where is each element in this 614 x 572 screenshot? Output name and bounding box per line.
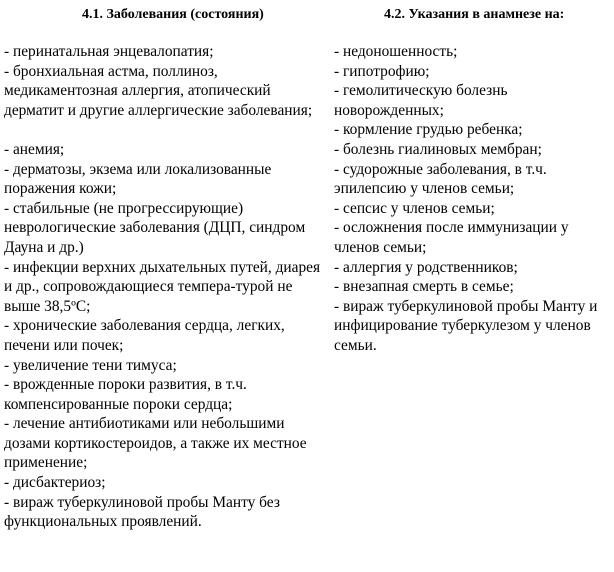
list-item: - сепсис у членов семьи; xyxy=(334,199,495,217)
anamnesis-heading: 4.2. Указания в анамнезе на: xyxy=(384,7,565,22)
list-item: - кормление грудью ребенка; xyxy=(334,121,523,139)
list-item: - стабильные (не прогрессирующие) неврологические заболевания (ДЦП, синдром Дауна и др.) xyxy=(4,199,306,256)
list-item: - аллергия у родственников; xyxy=(334,258,518,276)
list-item: - лечение антибиотиками или небольшими дозами кортикостероидов, а также их местное применение; xyxy=(4,415,307,472)
list-item: - инфекции верхних дыхательных путей, диарея и др., сопровождающиеся темпера-турой не выше 38,5ºС; xyxy=(4,258,321,315)
list-item: - перинатальная энцевалопатия; xyxy=(4,43,214,60)
list-item: - увеличение тени тимуса; xyxy=(4,356,177,374)
list-item: - дисбактериоз; xyxy=(4,474,106,492)
conditions-heading: 4.1. Заболевания (состояния) xyxy=(82,7,264,22)
list-item: - анемия; xyxy=(4,140,65,158)
list-item: - недоношенность; xyxy=(334,43,458,60)
conditions-column xyxy=(4,4,326,532)
list-item: - осложнения после иммунизации у членов семьи; xyxy=(334,219,569,256)
anamnesis-list xyxy=(334,42,612,356)
anamnesis-column xyxy=(334,4,612,356)
list-item: - внезапная смерть в семье; xyxy=(334,278,514,296)
list-item: - вираж туберкулиновой пробы Манту и инфицирование туберкулезом у членов семьи. xyxy=(334,297,598,354)
list-item: - гипотрофию; xyxy=(334,62,430,80)
list-item: - дерматозы, экзема или локализованные поражения кожи; xyxy=(4,160,272,198)
list-item: - гемолитическую болезнь новорожденных; xyxy=(334,82,508,119)
list-item: - врожденные пороки развития, в т.ч. компенсированные пороки сердца; xyxy=(4,376,247,413)
conditions-list xyxy=(4,42,326,532)
list-item: - вираж туберкулиновой пробы Манту без функциональных проявлений. xyxy=(4,493,280,531)
list-item: - болезнь гиалиновых мембран; xyxy=(334,140,542,158)
list-item: - бронхиальная астма, поллиноз, медикаментозная аллергия, атопический дерматит и другие аллергические заболевания; xyxy=(4,62,313,119)
list-item: - хронические заболевания сердца, легких, печени или почек; xyxy=(4,317,285,354)
list-item: - судорожные заболевания, в т.ч. эпилепсию у членов семьи; xyxy=(334,160,547,198)
